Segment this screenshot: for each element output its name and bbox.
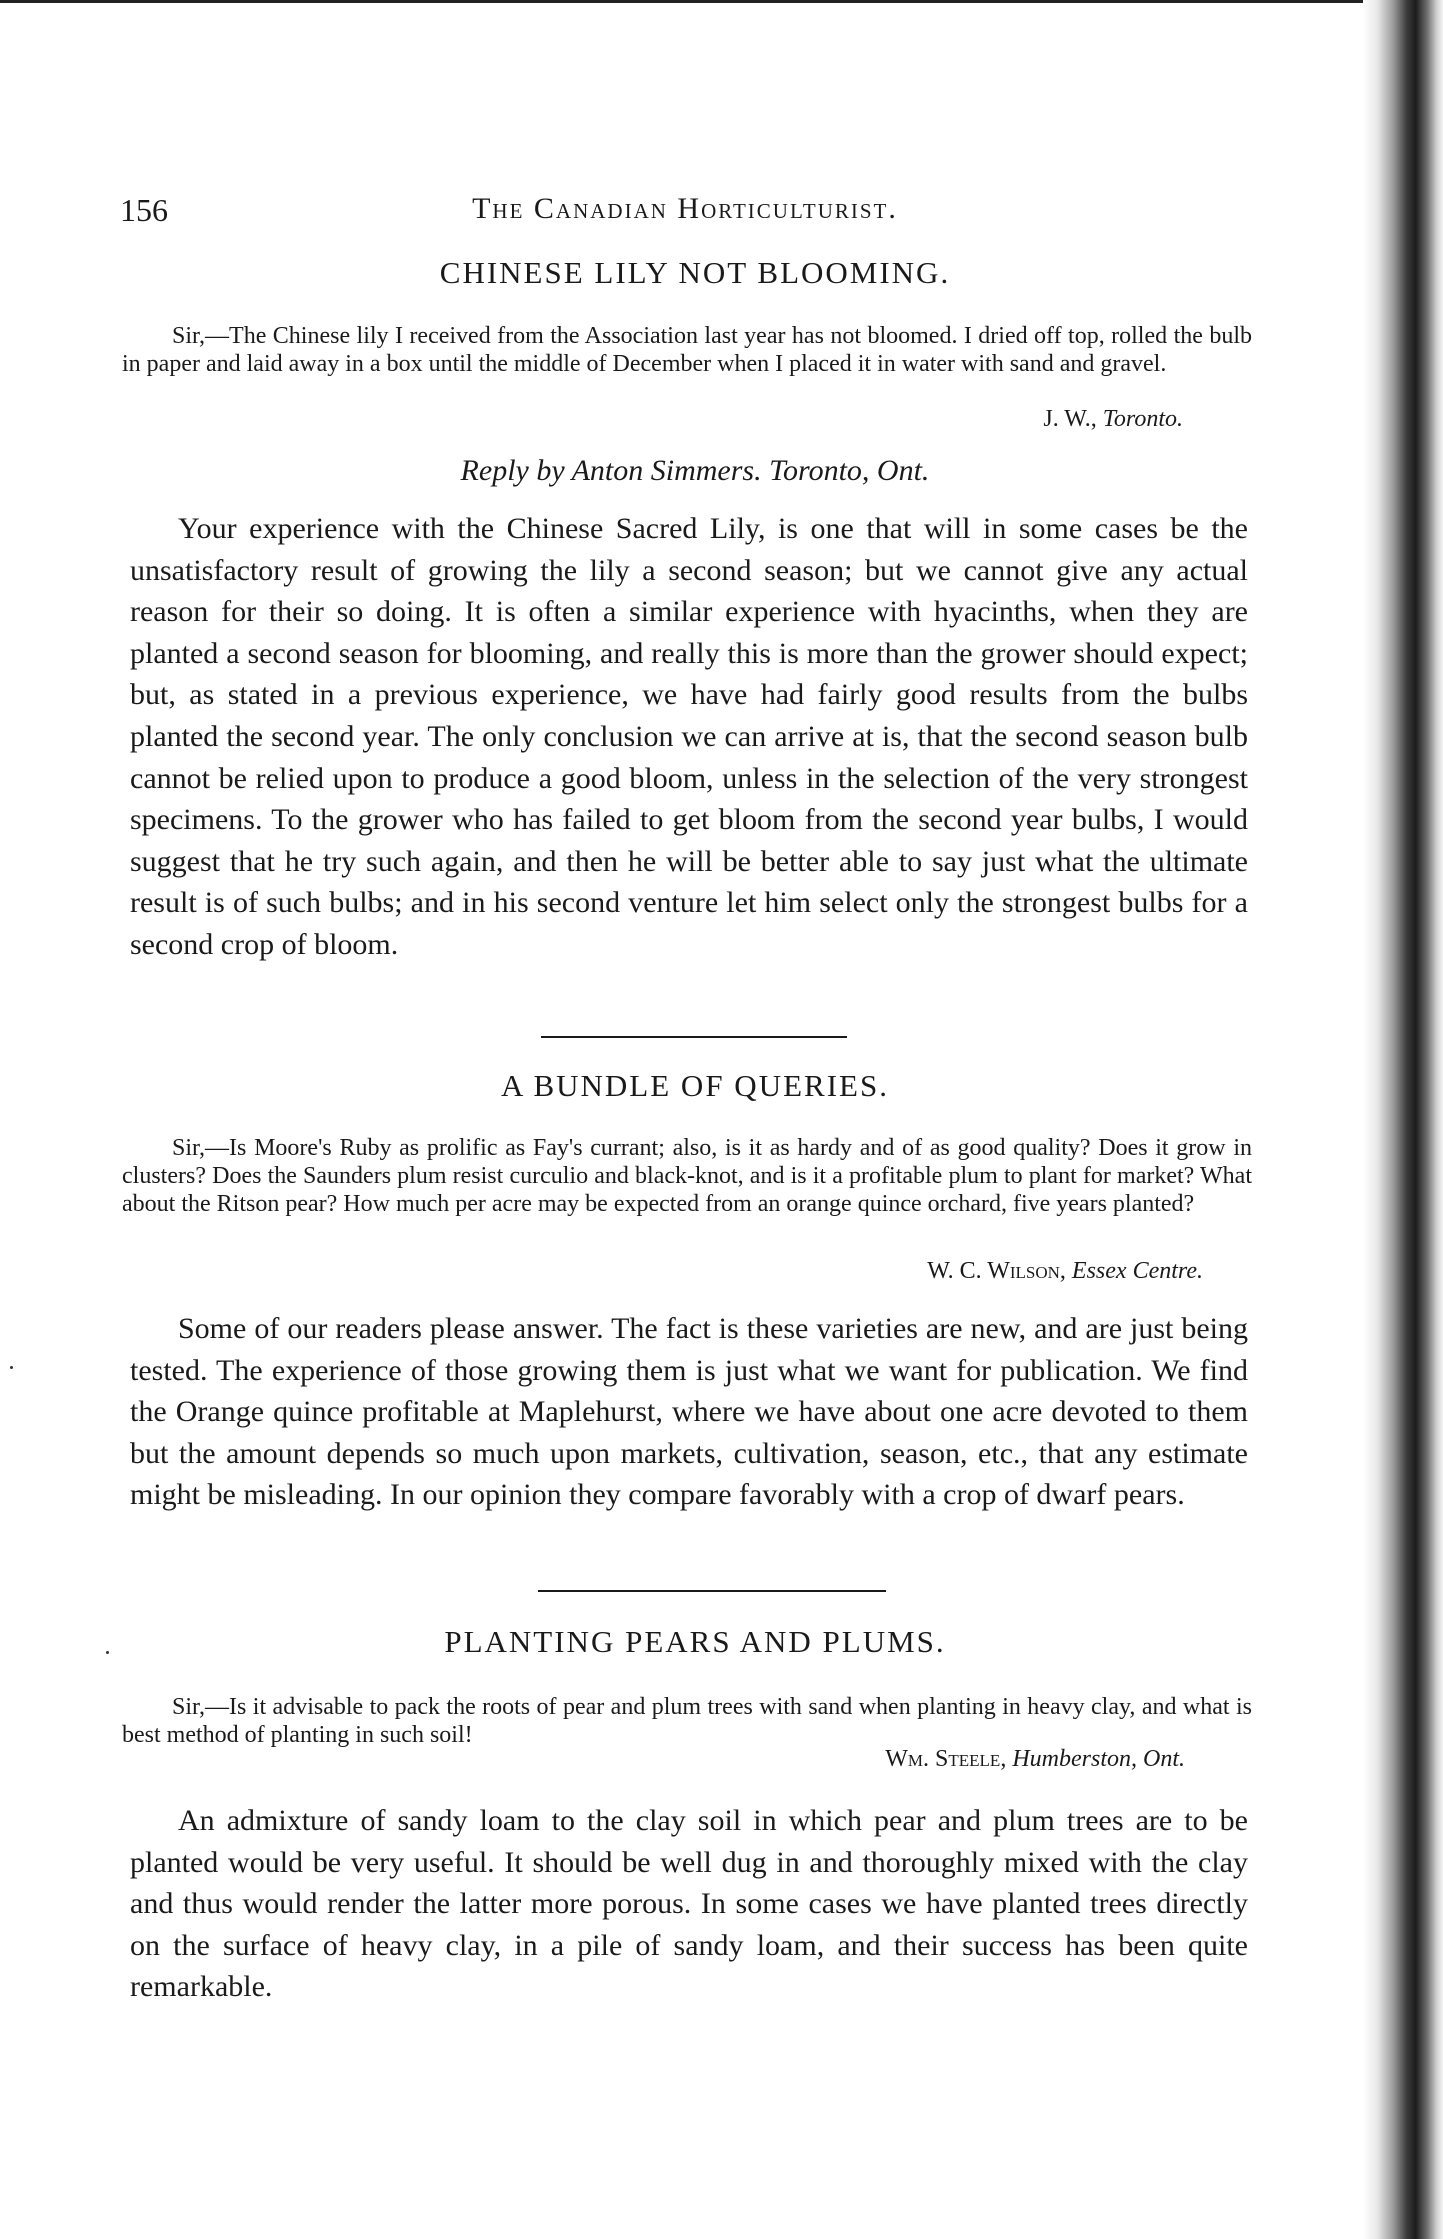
signature-name: W. C. Wilson,	[927, 1258, 1066, 1284]
print-speck	[106, 1651, 109, 1654]
signature-place: Toronto.	[1102, 406, 1183, 432]
page-number: 156	[120, 192, 168, 228]
section-divider	[541, 1036, 847, 1038]
print-speck	[10, 1366, 13, 1369]
section-title-bundle-of-queries: A BUNDLE OF QUERIES.	[501, 1068, 889, 1103]
section-divider	[538, 1590, 886, 1592]
section-title-chinese-lily: CHINESE LILY NOT BLOOMING.	[439, 255, 951, 290]
signature-planting-pears	[885, 1746, 1185, 1773]
signature-place: Essex Centre.	[1071, 1258, 1203, 1284]
signature-place: Humberston, Ont.	[1012, 1746, 1185, 1772]
answer-planting-pears: An admixture of sandy loam to the clay soil in which pear and plum trees are to be planted would be very useful. It should be well dug in and thoroughly mixed with the clay and thus would render the latter more porous. In some cases we have planted trees directly on the surface of heavy clay, in a pile of sandy loam, and their success has been quite remarkable.	[130, 1804, 1248, 2004]
running-head: The Canadian Horticulturist.	[472, 192, 898, 225]
signature-name: Wm. Steele,	[885, 1746, 1007, 1772]
letter-chinese-lily: Sir,—The Chinese lily I received from the Association last year has not bloomed. I dried off top, rolled the bulb in paper and laid away in a box until the middle of December when I placed it in water with sand and gravel.	[122, 323, 1252, 377]
reply-heading: Reply by Anton Simmers. Toronto, Ont.	[460, 454, 930, 487]
signature-name: J. W.,	[1043, 406, 1097, 432]
answer-bundle-of-queries: Some of our readers please answer. The fact is these varieties are new, and are just being tested. The experience of those growing them is just what we want for publication. We find the Orange quince profitable at Maplehurst, where we have about one acre devoted to them but the amount depends so much upon markets, cultivation, season, etc., that any estimate might be misleading. In our opinion they compare favorably with a crop of dwarf pears.	[130, 1312, 1248, 1512]
section-title-planting-pears: PLANTING PEARS AND PLUMS.	[444, 1624, 946, 1659]
letter-planting-pears: Sir,—Is it advisable to pack the roots of pear and plum trees with sand when planting in heavy clay, and what is best method of planting in such soil!	[122, 1694, 1252, 1748]
signature-bundle-of-queries	[927, 1258, 1203, 1285]
answer-chinese-lily: Your experience with the Chinese Sacred Lily, is one that will in some cases be the unsatisfactory result of growing the lily a second season; but we cannot give any actual reason for their so doing. It is often a similar experience with hyacinths, when they are planted a second season for blooming, and really this is more than the grower should expect; but, as stated in a previous experience, we have had fairly good results from the bulbs planted the second year. The only conclusion we can arrive at is, that the second season bulb cannot be relied upon to produce a good bloom, unless in the selection of the very strongest specimens. To the grower who has failed to get bloom from the second year bulbs, I would suggest that he try such again, and then he will be better able to say just what the ultimate result is of such bulbs; and in his second venture let him select only the strongest bulbs for a second crop of bloom.	[130, 512, 1248, 961]
letter-bundle-of-queries: Sir,—Is Moore's Ruby as prolific as Fay's currant; also, is it as hardy and of as good quality? Does it grow in clusters? Does the Saunders plum resist curculio and black-knot, and is it a profitable plum to plant for market? What about the Ritson pear? How much per acre may be expected from an orange quince orchard, five years planted?	[122, 1135, 1252, 1217]
signature-chinese-lily	[1043, 406, 1183, 433]
page-header	[120, 192, 1250, 236]
